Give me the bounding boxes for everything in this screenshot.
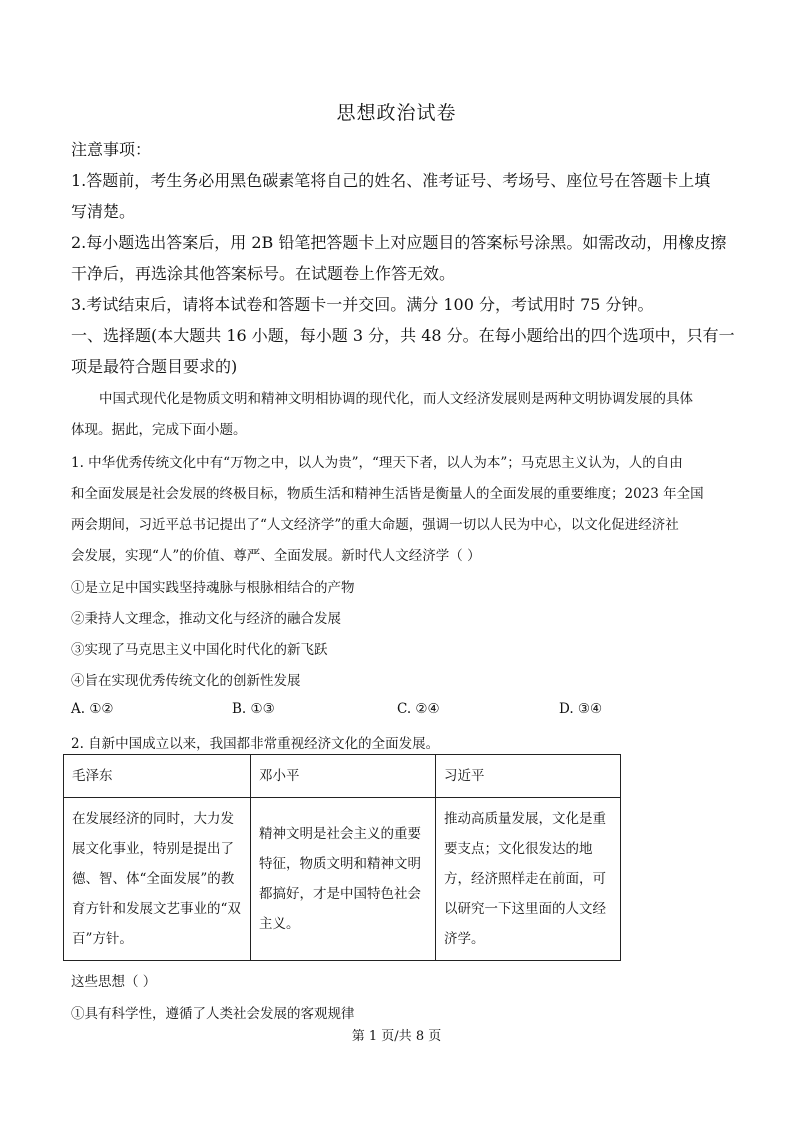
- q1-option-a[interactable]: A. ①②: [71, 701, 114, 717]
- table-header-cell: 习近平: [436, 755, 621, 798]
- notice-line-1b: 写清楚。: [71, 202, 136, 221]
- table-header-cell: 毛泽东: [64, 755, 251, 798]
- q1-option-b[interactable]: B. ①③: [232, 701, 275, 717]
- q1-stem-4: 会发展，实现“人”的价值、尊严、全面发展。新时代人文经济学（ ）: [71, 548, 481, 564]
- q1-statement-3: ③实现了马克思主义中国化时代化的新飞跃: [71, 642, 328, 658]
- q1-option-d[interactable]: D. ③④: [559, 701, 603, 717]
- q2-after-text: 这些思想（ ）: [71, 974, 157, 990]
- q2-table: [63, 754, 621, 961]
- q2-stem: 2. 自新中国成立以来，我国都非常重视经济文化的全面发展。: [71, 736, 440, 752]
- notice-line-2b: 干净后，再选涂其他答案标号。在试题卷上作答无效。: [71, 264, 456, 283]
- q1-stem-3: 两会期间，习近平总书记提出了“人文经济学”的重大命题，强调一切以人民为中心，以文化促进经济社: [71, 517, 679, 533]
- page-title: 思想政治试卷: [336, 102, 457, 124]
- page-number: 第 1 页/共 8 页: [351, 1029, 442, 1044]
- q1-option-c[interactable]: C. ②④: [397, 701, 440, 717]
- intro-line-a: 中国式现代化是物质文明和精神文明相协调的现代化，而人文经济发展则是两种文明协调发展的具体: [99, 391, 693, 407]
- table-header-row: [64, 755, 621, 798]
- q1-stem-1: 1. 中华优秀传统文化中有“万物之中，以人为贵”，“理天下者，以人为本”；马克思主义认为，人的自由: [71, 455, 683, 471]
- table-cell: 精神文明是社会主义的重要特征，物质文明和精神文明都搞好，才是中国特色社会主义。: [251, 798, 436, 961]
- table-cell: 在发展经济的同时，大力发展文化事业，特别是提出了德、智、体“全面发展”的教育方针和发展文艺事业的“双百”方针。: [64, 798, 251, 961]
- table-cell: 推动高质量发展，文化是重要支点；文化很发达的地方，经济照样走在前面，可以研究一下这里面的人文经济学。: [436, 798, 621, 961]
- table-header-cell: 邓小平: [251, 755, 436, 798]
- notice-line-1a: 1.答题前，考生务必用黑色碳素笔将自己的姓名、准考证号、考场号、座位号在答题卡上填: [71, 171, 711, 190]
- q1-statement-1: ①是立足中国实践坚持魂脉与根脉相结合的产物: [71, 580, 355, 596]
- notice-line-2a: 2.每小题选出答案后，用 2B 铅笔把答题卡上对应题目的答案标号涂黑。如需改动，用橡皮擦: [71, 233, 727, 252]
- notice-heading: 注意事项：: [71, 140, 152, 159]
- intro-line-b: 体现。据此，完成下面小题。: [71, 422, 247, 438]
- notice-line-3: 3.考试结束后，请将本试卷和答题卡一并交回。满分 100 分，考试用时 75 分钟。: [71, 295, 654, 314]
- table-row: [64, 798, 621, 961]
- section-heading-a: 一、选择题(本大题共 16 小题，每小题 3 分，共 48 分。在每小题给出的四个选项中，只有一: [71, 326, 735, 345]
- section-heading-b: 项是最符合题目要求的): [71, 357, 238, 376]
- q1-statement-2: ②秉持人文理念，推动文化与经济的融合发展: [71, 611, 341, 627]
- q1-stem-2: 和全面发展是社会发展的终极目标，物质生活和精神生活皆是衡量人的全面发展的重要维度；2023 年全国: [71, 486, 704, 502]
- q1-statement-4: ④旨在实现优秀传统文化的创新性发展: [71, 673, 301, 689]
- q2-statement-1: ①具有科学性，遵循了人类社会发展的客观规律: [71, 1006, 355, 1022]
